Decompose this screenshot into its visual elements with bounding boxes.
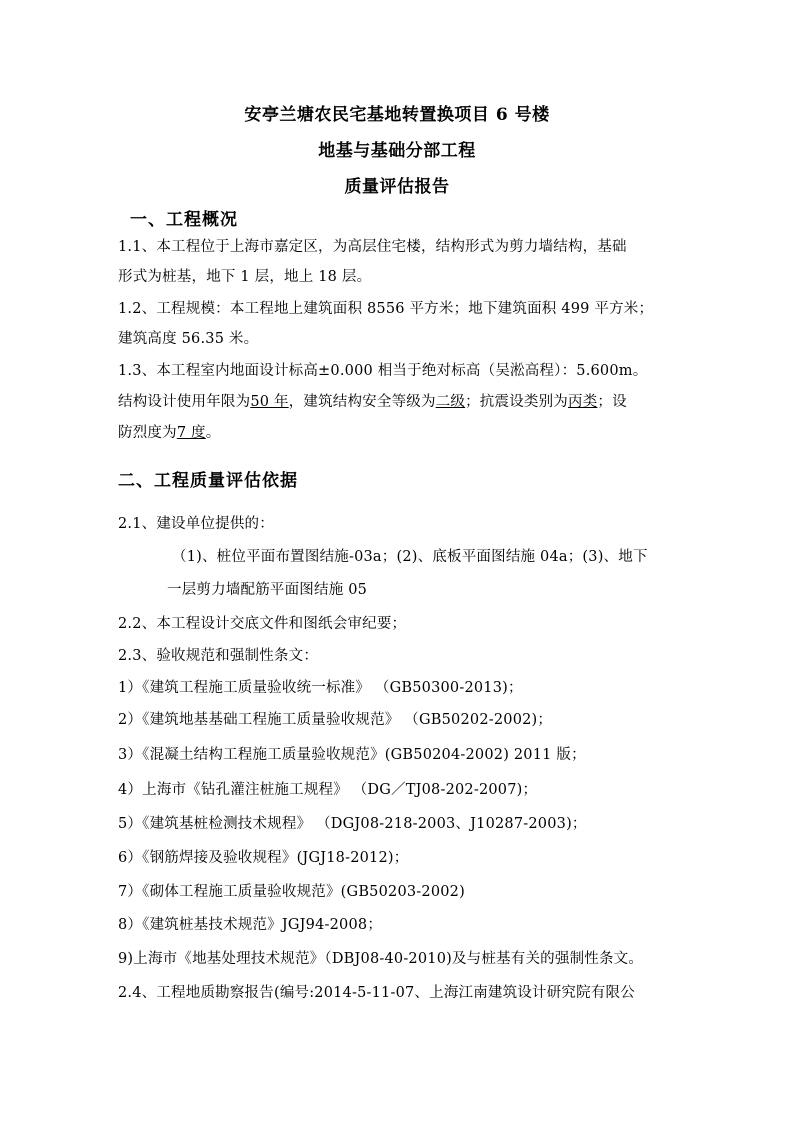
item-2-3: 2.3、验收规范和强制性条文： — [118, 648, 319, 664]
para-1-1-line2: 形式为桩基，地下 1 层，地上 18 层。 — [118, 269, 372, 285]
title-subproject: 地基与基础分部工程 — [318, 141, 476, 161]
item-2-1-drawings-line2: 一层剪力墙配筋平面图结施 05 — [167, 582, 368, 598]
regulation-5: 5）《建筑基桩检测技术规程》 （DGJ08-218-2003、J10287-2003)； — [118, 816, 587, 832]
regulation-8: 8）《建筑桩基技术规范》JGJ94-2008； — [118, 917, 383, 933]
regulation-2: 2）《建筑地基基础工程施工质量验收规范》 （GB50202-2002)； — [118, 712, 553, 728]
text-seismic-class-value: 丙类 — [568, 394, 598, 410]
regulation-6: 6）《钢筋焊接及验收规程》(JGJ18-2012)； — [118, 850, 409, 866]
text-period: 。 — [205, 425, 221, 441]
item-2-1: 2.1、建设单位提供的： — [118, 516, 274, 532]
text-safety-value: 二级 — [435, 394, 466, 410]
item-2-2: 2.2、本工程设计交底文件和图纸会审纪要； — [118, 616, 407, 632]
regulation-7: 7）《砌体工程施工质量验收规范》(GB50203-2002) — [118, 884, 465, 900]
text-intensity-value: 7 度 — [176, 425, 206, 441]
title-report: 质量评估报告 — [344, 177, 450, 197]
title-project: 安亭兰塘农民宅基地转置换项目 6 号楼 — [244, 105, 550, 125]
text-intensity-label: 防烈度为 — [118, 425, 177, 441]
para-1-3-line2 — [118, 390, 627, 411]
para-1-1-line1: 1.1、本工程位于上海市嘉定区，为高层住宅楼，结构形式为剪力墙结构，基础 — [118, 239, 627, 255]
regulation-3: 3）《混凝土结构工程施工质量验收规范》(GB50204-2002) 2011 版； — [118, 747, 586, 763]
text-fortification-prefix: ；设 — [597, 394, 627, 410]
para-1-3-line3 — [118, 421, 220, 442]
text-safety-label: ，建筑结构安全等级为 — [288, 394, 436, 410]
text-seismic-class-label: ；抗震设类别为 — [465, 394, 568, 410]
text-design-life-value: 50 年 — [250, 394, 289, 410]
para-1-2-line2: 建筑高度 56.35 米。 — [118, 331, 259, 347]
regulation-1: 1）《建筑工程施工质量验收统一标准》 （GB50300-2013)； — [118, 680, 523, 696]
item-2-1-drawings-line1: （1)、桩位平面布置图结施-03a；(2)、底板平面图结施 04a；(3)、地下 — [172, 549, 648, 565]
item-2-4: 2.4、工程地质勘察报告(编号:2014-5-11-07、上海江南建筑设计研究院有限公 — [118, 985, 635, 1001]
regulation-4: 4）上海市《钻孔灌注桩施工规程》 （DG／TJ08-202-2007)； — [118, 782, 538, 798]
para-1-3-line1: 1.3、本工程室内地面设计标高±0.000 相当于绝对标高（吴淞高程）：5.600m。 — [118, 363, 648, 379]
section1-heading: 一、工程概况 — [130, 210, 238, 230]
text-design-life-label: 结构设计使用年限为 — [118, 394, 251, 410]
para-1-2-line1: 1.2、工程规模：本工程地上建筑面积 8556 平方米；地下建筑面积 499 平方米； — [118, 301, 654, 317]
section2-heading: 二、工程质量评估依据 — [118, 471, 298, 491]
regulation-9: 9)上海市《地基处理技术规范》（DBJ08-40-2010)及与桩基有关的强制性条文。 — [118, 951, 644, 967]
